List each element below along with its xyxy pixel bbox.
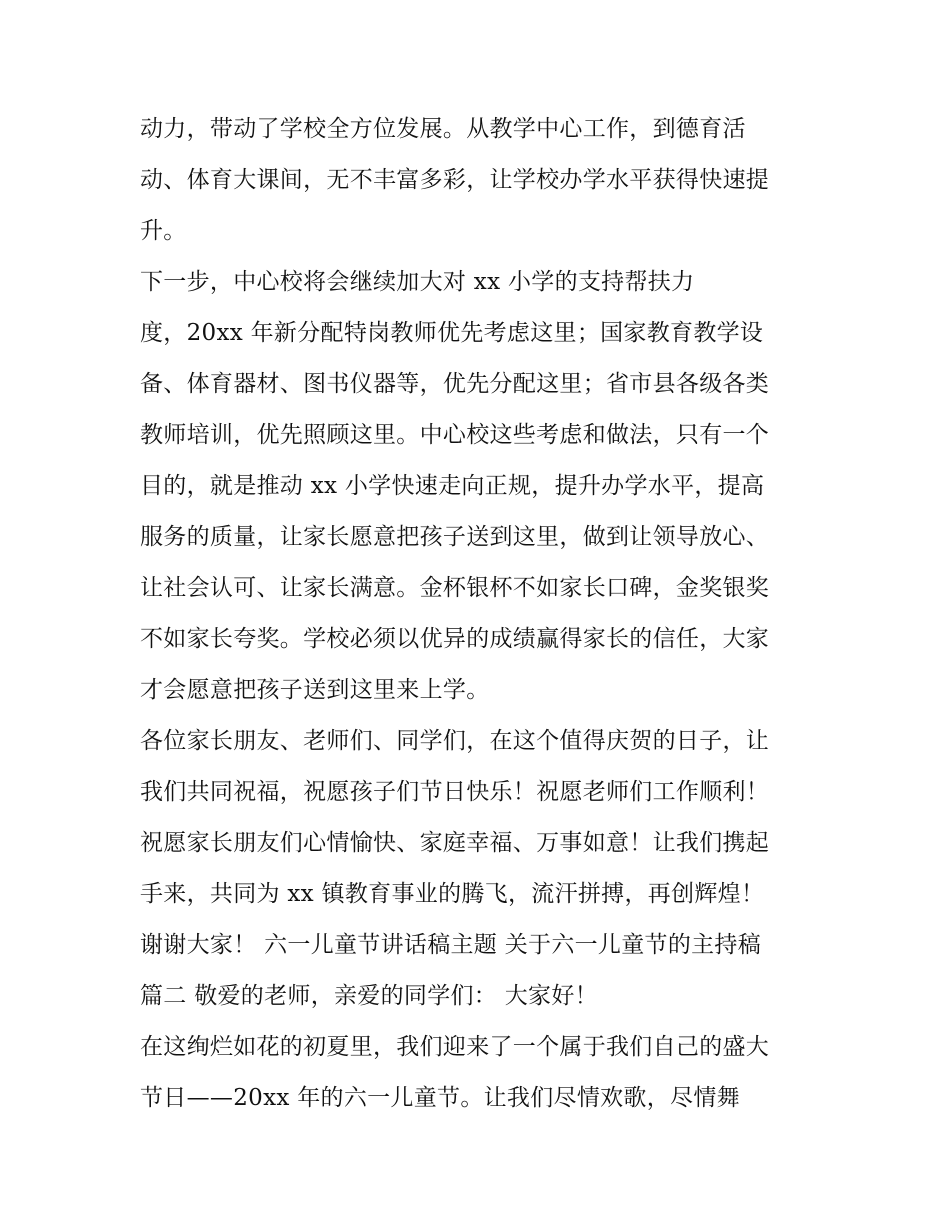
- text-line: 我们共同祝福，祝愿孩子们节日快乐！祝愿老师们工作顺利！: [140, 779, 770, 805]
- document-body: [140, 104, 830, 1124]
- text-line: 动、体育大课间，无不丰富多彩，让学校办学水平获得快速提: [140, 167, 770, 193]
- text-line: 谢谢大家！ 六一儿童节讲话稿主题 关于六一儿童节的主持稿: [140, 932, 762, 958]
- text-line: 不如家长夸奖。学校必须以优异的成绩赢得家长的信任，大家: [140, 626, 770, 652]
- text-line: 动力，带动了学校全方位发展。从教学中心工作，到德育活: [140, 116, 746, 142]
- text-line: 祝愿家长朋友们心情愉快、家庭幸福、万事如意！让我们携起: [140, 830, 770, 856]
- text-line: 才会愿意把孩子送到这里来上学。: [140, 677, 490, 703]
- text-line: 升。: [140, 218, 187, 244]
- text-line: 服务的质量，让家长愿意把孩子送到这里，做到让领导放心、: [140, 524, 770, 550]
- text-line: 让社会认可、让家长满意。金杯银杯不如家长口碑，金奖银奖: [140, 575, 770, 601]
- text-line: 目的，就是推动 xx 小学快速走向正规，提升办学水平，提高: [140, 473, 765, 499]
- text-line: 在这绚烂如花的初夏里，我们迎来了一个属于我们自己的盛大: [140, 1034, 770, 1060]
- text-line: 篇二 敬爱的老师，亲爱的同学们： 大家好！: [140, 983, 598, 1009]
- text-line: 教师培训，优先照顾这里。中心校这些考虑和做法，只有一个: [140, 422, 770, 448]
- text-line: 备、体育器材、图书仪器等，优先分配这里；省市县各级各类: [140, 371, 770, 397]
- text-line: 手来，共同为 xx 镇教育事业的腾飞，流汗拼搏，再创辉煌！: [140, 881, 765, 907]
- text-line: 度，20xx 年新分配特岗教师优先考虑这里；国家教育教学设: [140, 320, 764, 346]
- text-line: 节日——20xx 年的六一儿童节。让我们尽情欢歌，尽情舞: [140, 1085, 740, 1111]
- text-line: 各位家长朋友、老师们、同学们，在这个值得庆贺的日子，让: [140, 728, 770, 754]
- text-line: 下一步，中心校将会继续加大对 xx 小学的支持帮扶力: [140, 269, 695, 295]
